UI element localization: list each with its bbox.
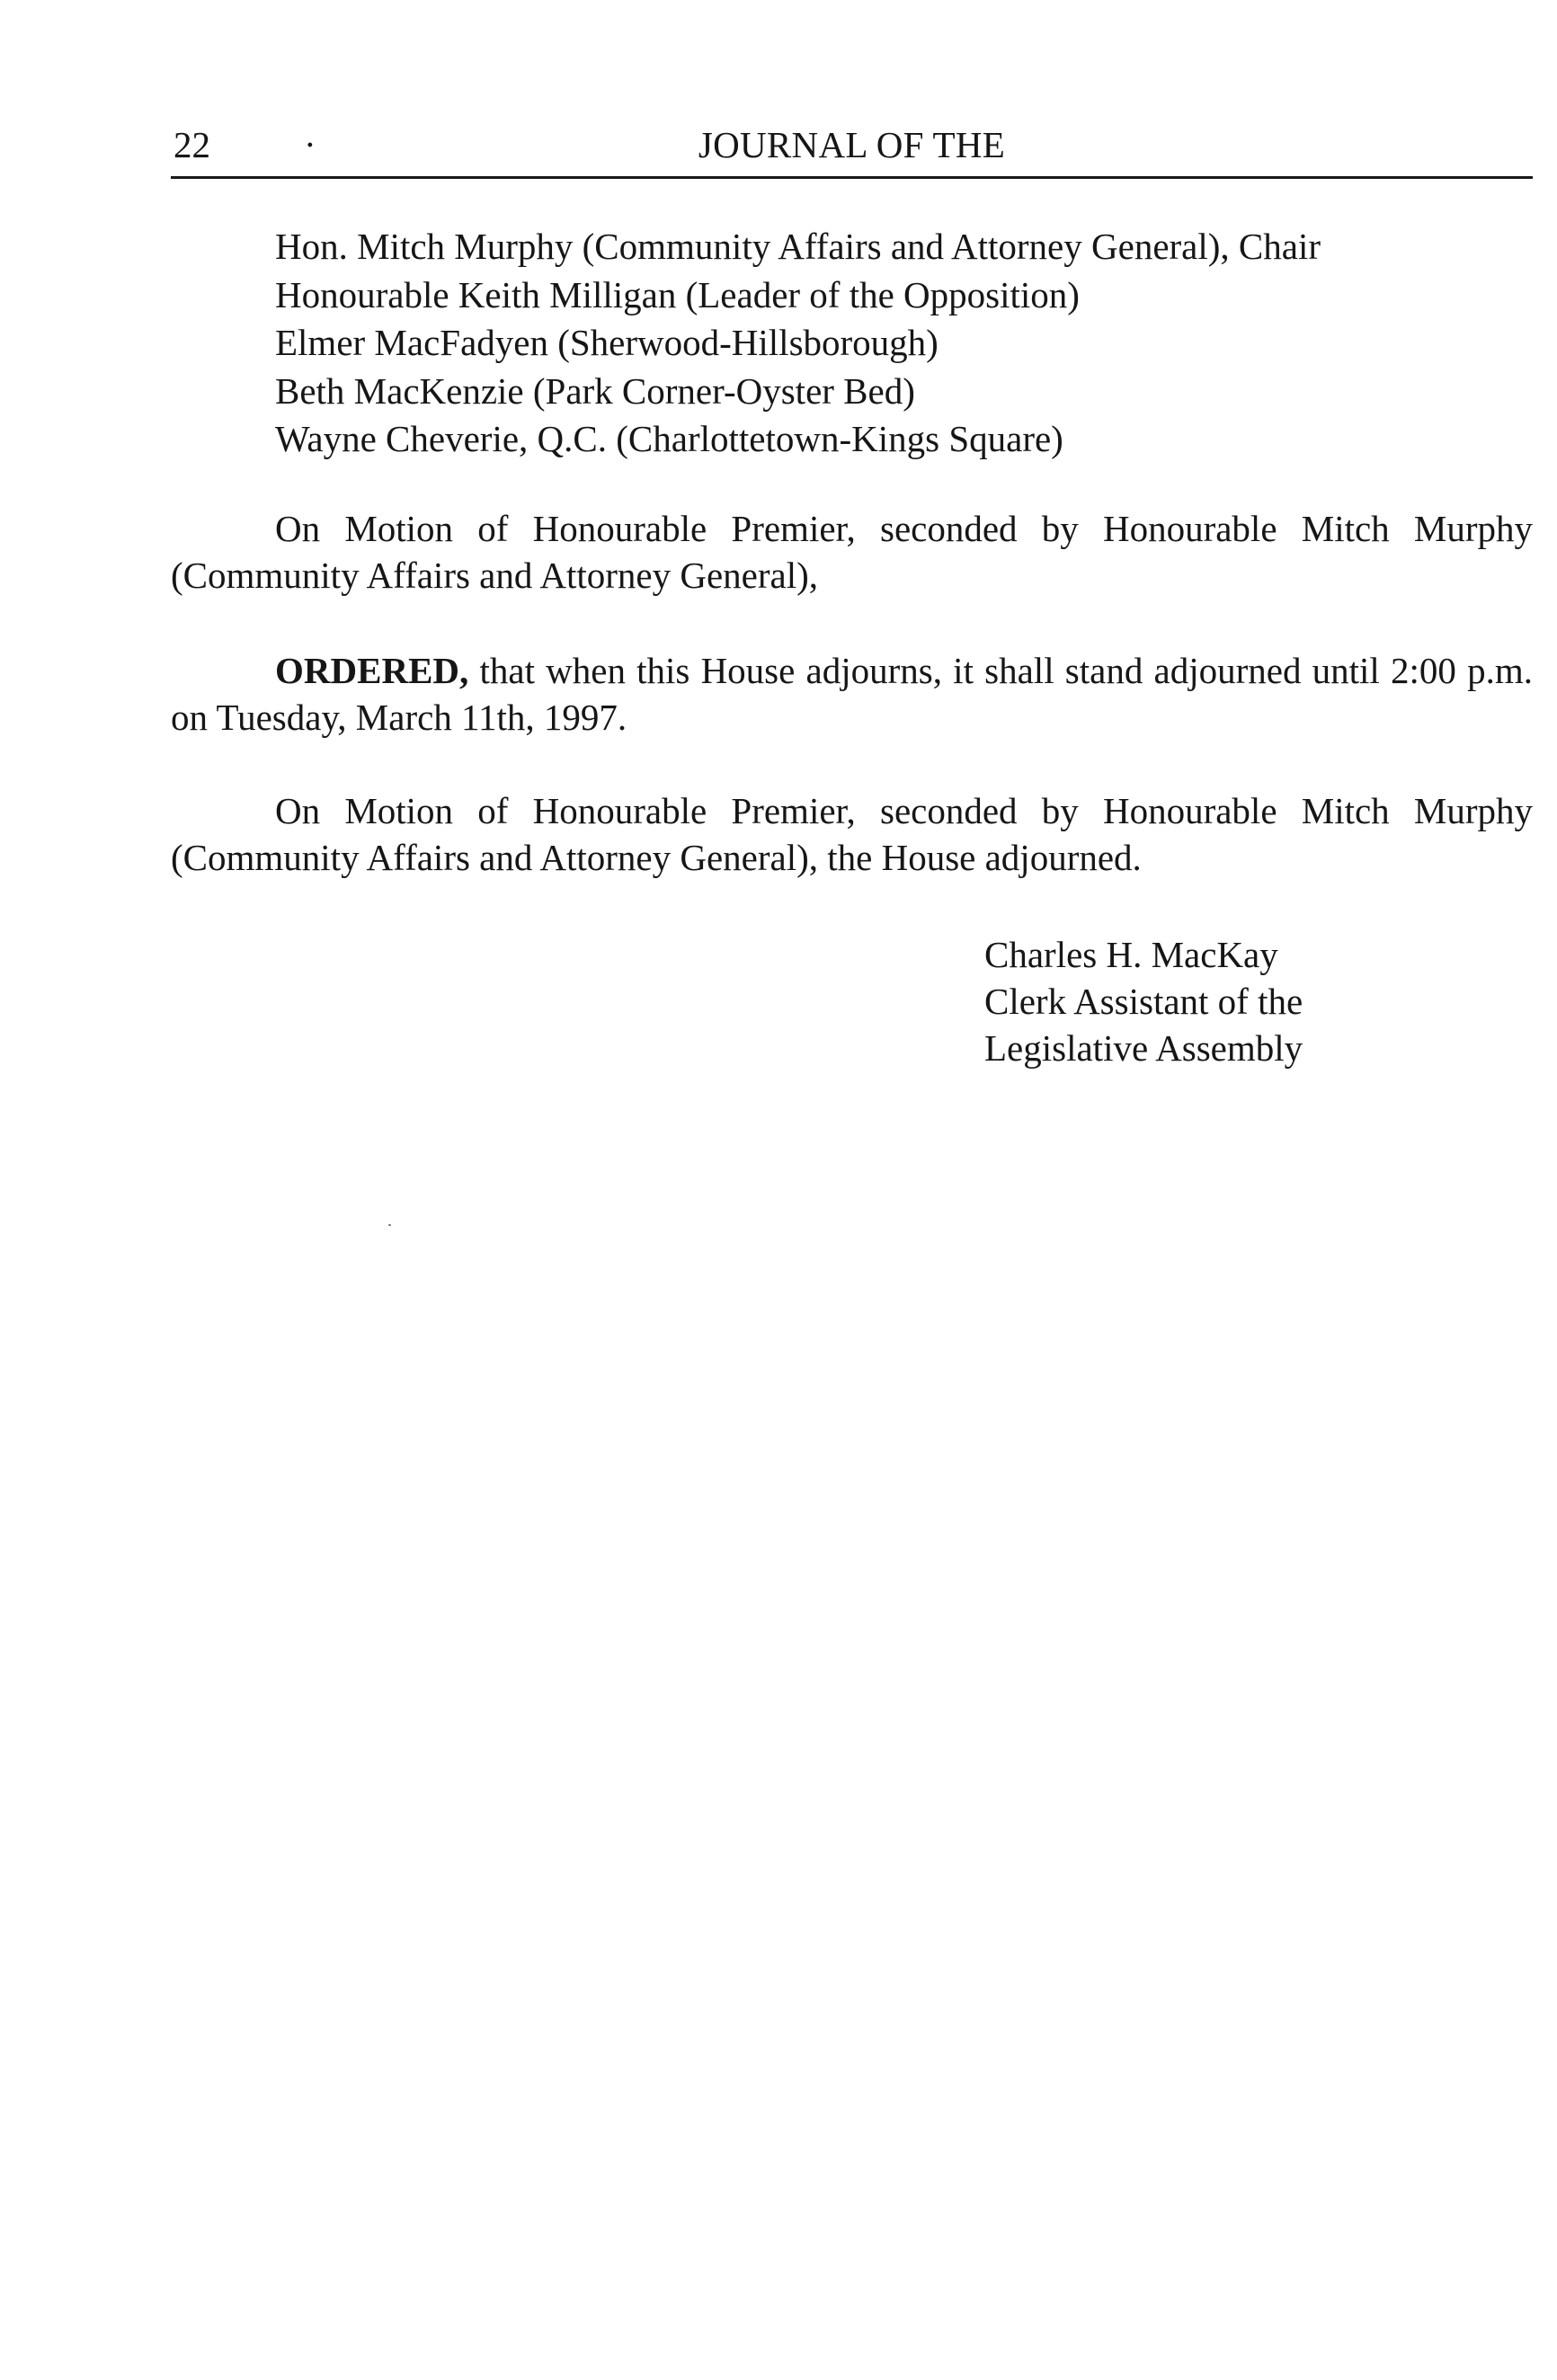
running-title: JOURNAL OF THE <box>698 124 1006 165</box>
committee-member: Elmer MacFadyen (Sherwood-Hillsborough) <box>275 322 939 363</box>
committee-member-list <box>275 223 1525 464</box>
motion-paragraph: On Motion of Honourable Premier, seconded by Honourable Mitch Murphy (Community Affairs and Attorney General), <box>171 508 1533 596</box>
signatory-title-line: Legislative Assembly <box>984 1027 1303 1069</box>
committee-member: Wayne Cheverie, Q.C. (Charlottetown-Kings Square) <box>275 418 1063 459</box>
page-header <box>171 122 1533 179</box>
order-text: that when this House adjourns, it shall stand adjourned until 2:00 p.m. on Tuesday, March 11th, 1997. <box>171 650 1533 738</box>
header-separator: · <box>304 124 316 165</box>
scan-speck <box>388 1224 391 1226</box>
signatory-name: Charles H. MacKay <box>984 934 1278 975</box>
committee-member: Beth MacKenzie (Park Corner-Oyster Bed) <box>275 369 915 412</box>
signature-block <box>984 931 1524 1071</box>
adjournment-paragraph: On Motion of Honourable Premier, seconded by Honourable Mitch Murphy (Community Affairs and Attorney General), the House adjourned. <box>171 790 1533 878</box>
order-paragraph <box>171 647 1533 741</box>
order-lead: ORDERED, <box>275 650 469 691</box>
committee-member: Hon. Mitch Murphy (Community Affairs and Attorney General), Chair <box>275 226 1321 267</box>
committee-member: Honourable Keith Milligan (Leader of the Opposition) <box>275 273 1080 315</box>
signatory-title-line: Clerk Assistant of the <box>984 981 1303 1022</box>
page-number: 22 <box>173 124 210 165</box>
